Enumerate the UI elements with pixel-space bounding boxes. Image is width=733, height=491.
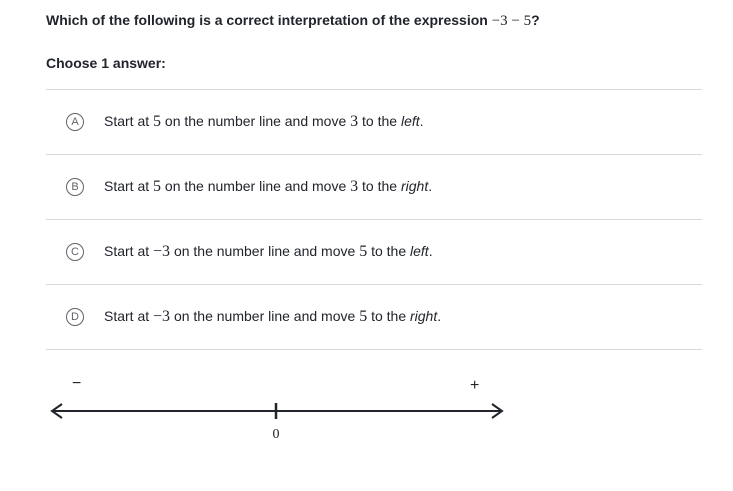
zero-label: 0 [272,427,280,442]
choice-text-part: . [428,243,433,259]
answer-choices [46,89,702,350]
choice-move-value: 5 [359,308,368,325]
choice-b[interactable] [46,155,702,220]
choice-direction: left [400,113,420,129]
choice-text-part: to the [367,308,410,324]
choice-move-value: 3 [350,178,359,195]
choice-text-part: to the [358,113,401,129]
choice-c[interactable] [46,220,702,285]
choice-start-value: 5 [153,113,162,130]
choice-a[interactable] [46,90,702,155]
choice-move-value: 5 [359,243,368,260]
choice-direction: right [400,178,429,194]
choice-text-part: . [428,178,433,194]
choice-start-value: −3 [153,243,171,260]
choice-text-part: . [419,113,424,129]
choice-direction: left [410,243,429,259]
choice-start-value: −3 [153,308,171,325]
choice-c-text [104,243,433,261]
choice-move-value: 3 [350,113,359,130]
choice-d-text [104,308,441,326]
choice-b-letter-badge: B [66,178,84,196]
number-line [0,360,733,470]
choice-text-part: Start at [104,178,154,194]
choice-text-part: on the number line and move [161,113,351,129]
question-expression: −3 − 5 [491,13,532,29]
choice-d[interactable] [46,285,702,350]
choice-text-part: on the number line and move [170,243,360,259]
question-suffix: ? [531,12,540,28]
choice-text-part: Start at [104,113,154,129]
negative-sign-label: − [72,375,82,392]
question-prefix: Which of the following is a correct interpretation of the expression [46,12,492,28]
choice-text-part: Start at [104,308,154,324]
positive-sign-label: + [470,377,480,394]
choice-text-part: to the [367,243,410,259]
choice-d-letter-badge: D [66,308,84,326]
choice-a-text [104,113,424,131]
choice-b-text [104,178,432,196]
choice-text-part: . [437,308,442,324]
choice-start-value: 5 [153,178,162,195]
choice-text-part: Start at [104,243,154,259]
choose-prompt: Choose 1 answer: [46,55,166,71]
choice-text-part: on the number line and move [170,308,360,324]
choice-text-part: on the number line and move [161,178,351,194]
question-text [46,12,540,30]
choice-text-part: to the [358,178,401,194]
choice-direction: right [410,308,438,324]
choice-a-letter-badge: A [66,113,84,131]
choice-c-letter-badge: C [66,243,84,261]
